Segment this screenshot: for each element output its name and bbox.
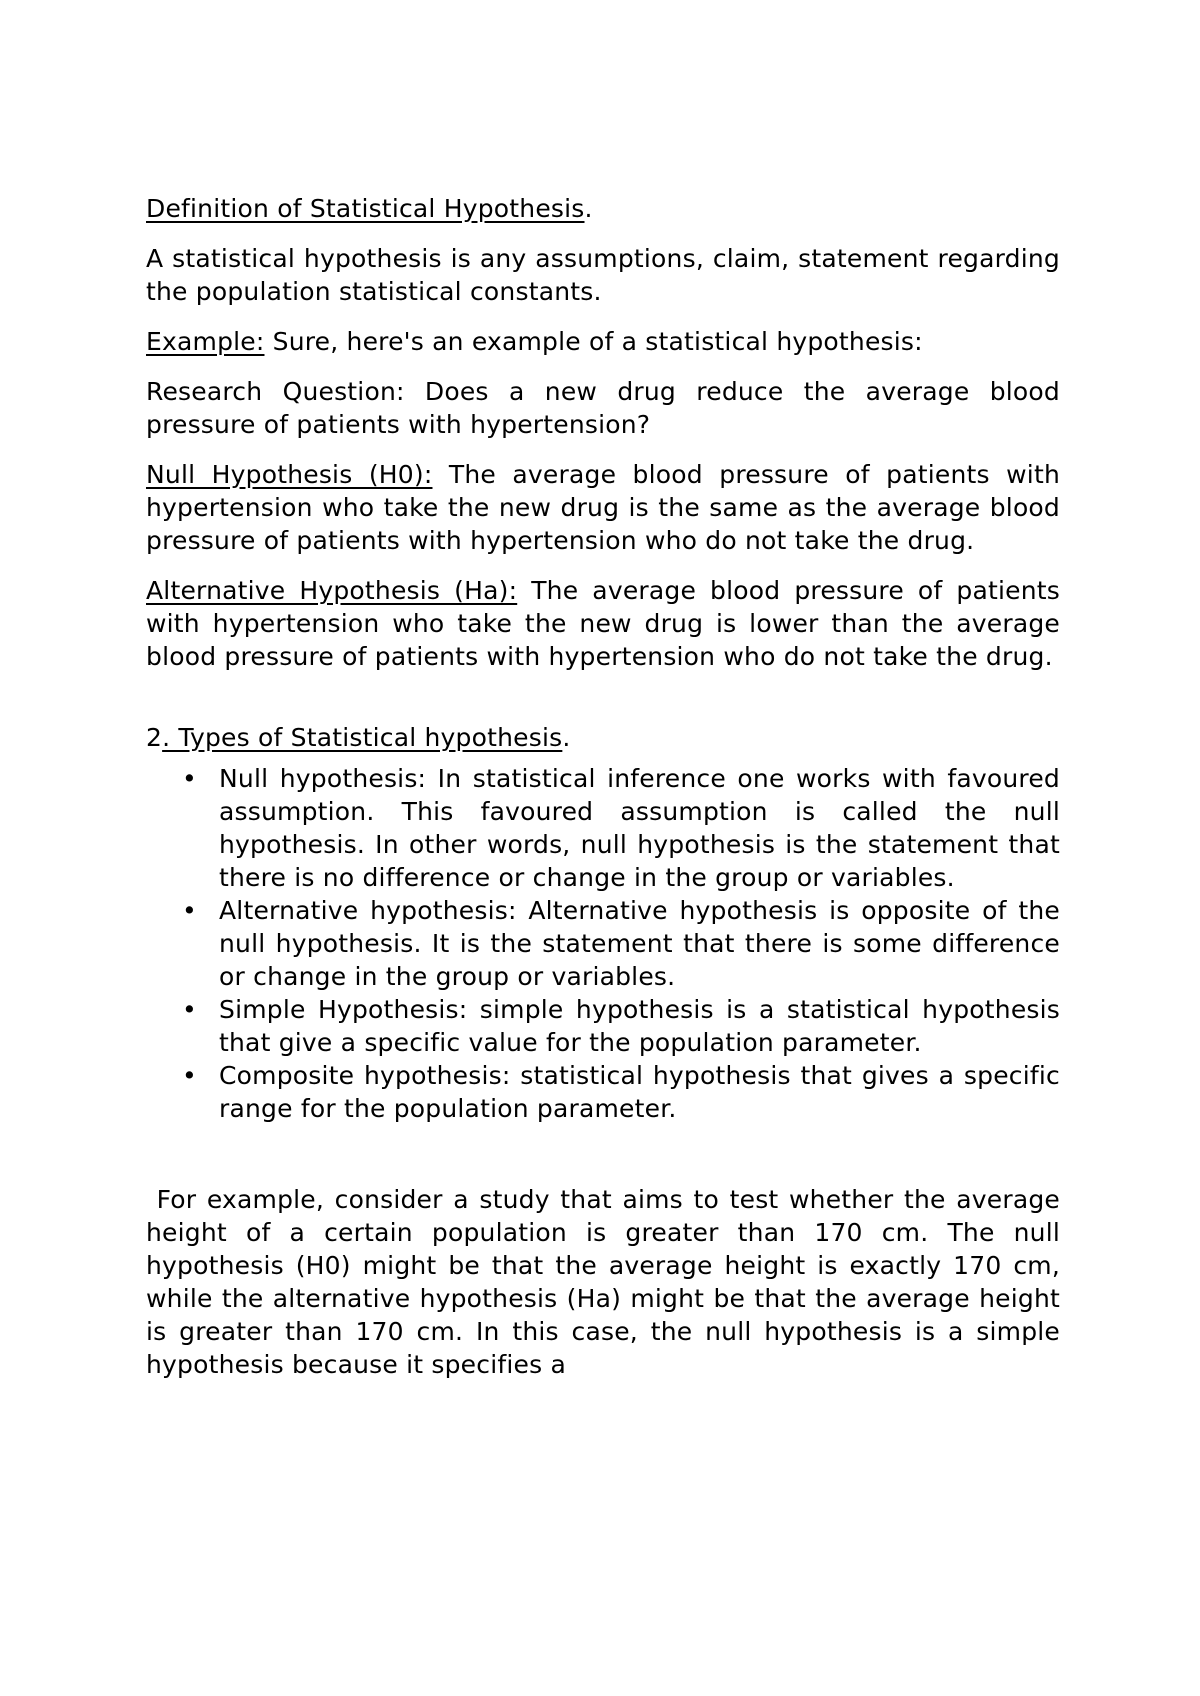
example-line xyxy=(146,325,1060,358)
spacer xyxy=(146,1125,1060,1183)
closing-example: For example, consider a study that aims to test whether the average height of a certain population is greater than 170 cm. The null hypothesis (H0) might be that the average height is exactly 170 cm, while the alternative hypothesis (Ha) might be that the average height is greater than 170 cm. In this case, the null hypothesis is a simple hypothesis because it specifies a xyxy=(146,1185,1069,1379)
list-item xyxy=(146,894,1060,993)
null-hypothesis-paragraph xyxy=(146,458,1060,557)
types-heading: . Types of Statistical hypothesis xyxy=(162,723,563,752)
document-page xyxy=(146,192,1069,1398)
spacer xyxy=(146,673,1060,721)
list-item xyxy=(146,1059,1060,1125)
example-label: Example: xyxy=(146,327,265,356)
null-hypothesis-text: The average blood pressure of patients with hypertension who take the new drug is the same as the average blood pressure of patients with hypertension who do not take the drug. xyxy=(146,460,1060,555)
list-item-text: Alternative hypothesis: Alternative hypothesis is opposite of the null hypothesis. It is the statement that there is some difference or change in the group or variables. xyxy=(219,896,1060,991)
definition-text: A statistical hypothesis is any assumptions, claim, statement regarding the population statistical constants. xyxy=(146,244,1060,306)
example-intro: Sure, here's an example of a statistical hypothesis: xyxy=(264,327,923,356)
types-heading-period: . xyxy=(562,723,571,752)
list-item-text: Null hypothesis: In statistical inference one works with favoured assumption. This favoured assumption is called the null hypothesis. In other words, null hypothesis is the statement that there is no difference or change in the group or variables. xyxy=(219,764,1060,892)
types-list xyxy=(146,762,1060,1125)
research-question: Research Question: Does a new drug reduce the average blood pressure of patients with hypertension? xyxy=(146,377,1060,439)
definition-heading: Definition of Statistical Hypothesis xyxy=(146,194,585,223)
bullet-icon: • xyxy=(182,1061,197,1090)
alternative-hypothesis-label: Alternative Hypothesis (Ha): xyxy=(146,576,518,605)
bullet-icon: • xyxy=(182,995,197,1024)
definition-heading-period: . xyxy=(584,194,593,223)
list-item xyxy=(146,762,1060,894)
bullet-icon: • xyxy=(182,764,197,793)
alternative-hypothesis-text: The average blood pressure of patients with hypertension who take the new drug is lower than the average blood pressure of patients with hypertension who do not take the drug. xyxy=(146,576,1061,671)
types-heading-line xyxy=(146,721,1060,754)
bullet-icon: • xyxy=(182,896,197,925)
alternative-hypothesis-paragraph xyxy=(146,574,1060,673)
list-item-text: Simple Hypothesis: simple hypothesis is a statistical hypothesis that give a specific value for the population parameter. xyxy=(219,995,1060,1057)
list-item-text: Composite hypothesis: statistical hypothesis that gives a specific range for the population parameter. xyxy=(219,1061,1060,1123)
list-item xyxy=(146,993,1060,1059)
definition-heading-line xyxy=(146,192,1060,225)
types-heading-number: 2 xyxy=(146,723,163,752)
null-hypothesis-label: Null Hypothesis (H0): xyxy=(146,460,433,489)
